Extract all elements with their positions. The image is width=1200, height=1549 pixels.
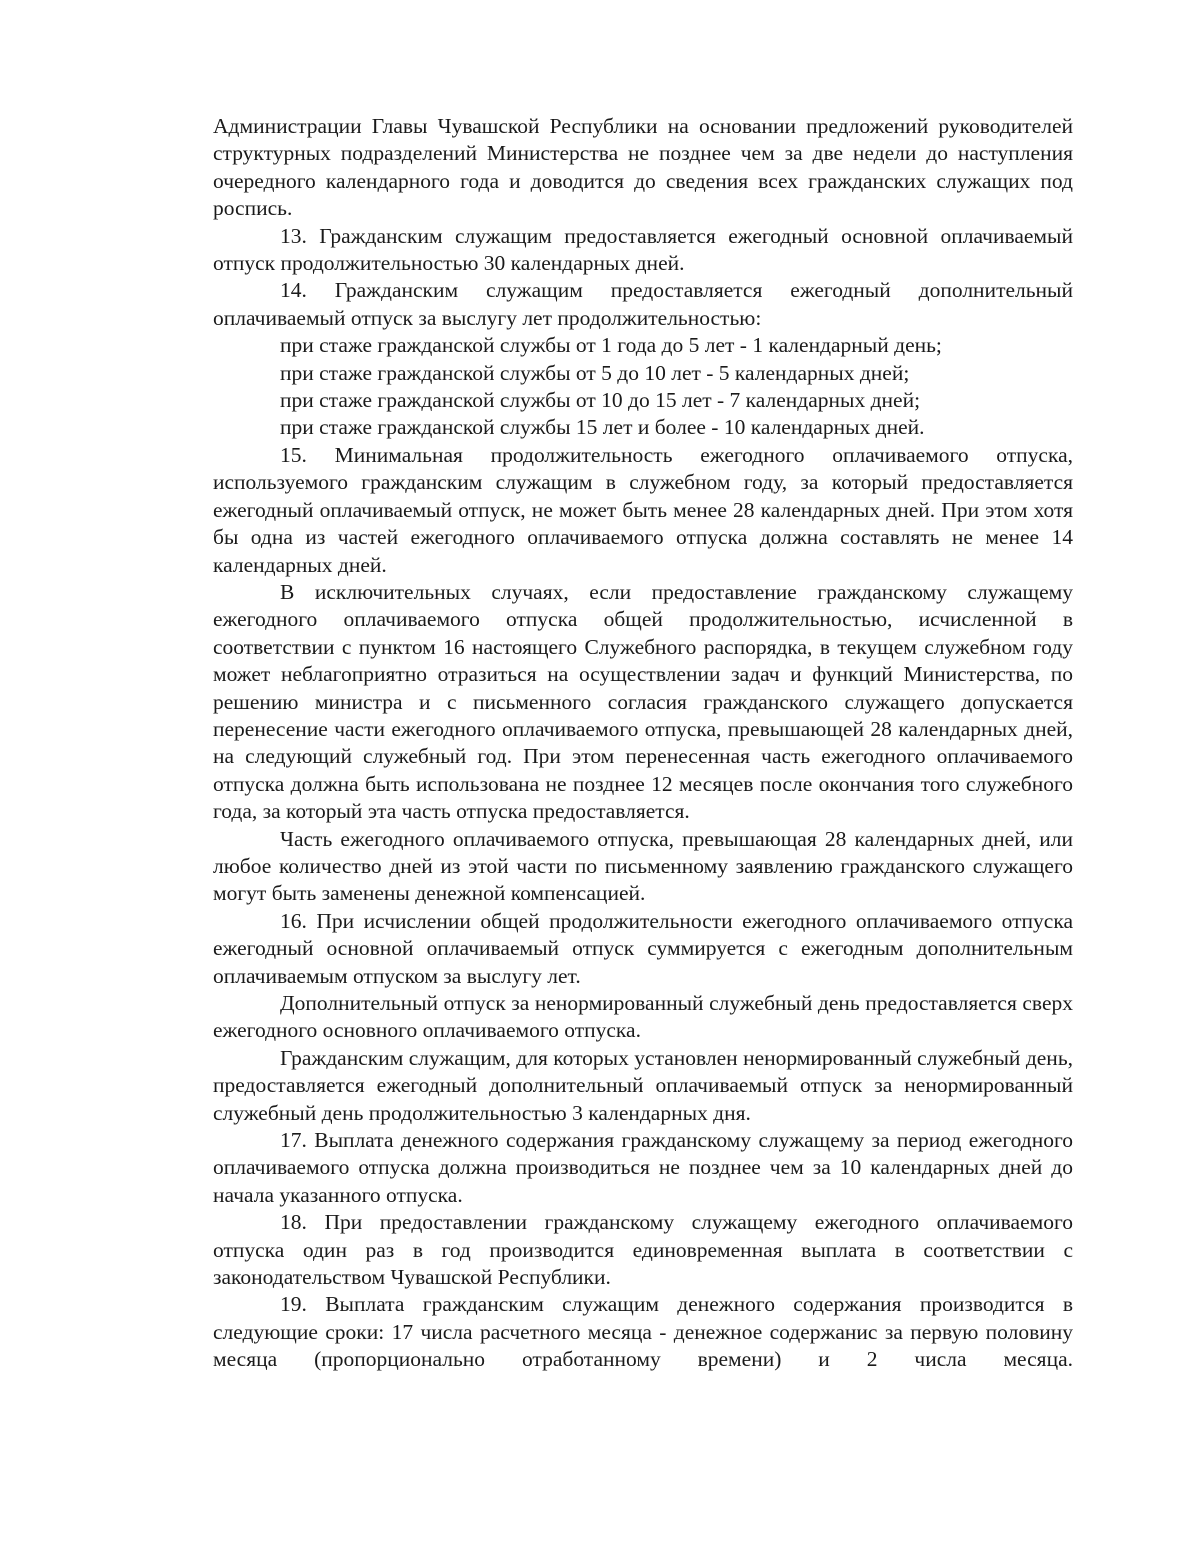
seniority-list-item: при стаже гражданской службы от 10 до 15 лет - 7 календарных дней; — [280, 388, 921, 413]
document-page — [213, 113, 1073, 1374]
seniority-list-item: при стаже гражданской службы от 5 до 10 лет - 5 календарных дней; — [280, 360, 910, 385]
seniority-list-item: при стаже гражданской службы от 1 года до 5 лет - 1 календарный день; — [280, 333, 942, 358]
paragraph-compensation: Часть ежегодного оплачиваемого отпуска, превышающая 28 календарных дней, или любое количество дней из этой части по письменному заявлению гражданского служащего могут быть заменены денежной компенсацией. — [213, 826, 1073, 906]
paragraph-irregular-day-leave: Гражданским служащим, для которых установлен ненормированный служебный день, предоставляется ежегодный дополнительный оплачиваемый отпуск за ненормированный служебный день продолжительностью 3 календарных дня. — [213, 1045, 1073, 1125]
seniority-list — [213, 332, 1073, 442]
paragraph-13: 13. Гражданским служащим предоставляется ежегодный основной оплачиваемый отпуск продолжительностью 30 календарных дней. — [213, 223, 1073, 276]
paragraph-irregular-day: Дополнительный отпуск за ненормированный служебный день предоставляется сверх ежегодного основного оплачиваемого отпуска. — [213, 991, 1073, 1043]
paragraph-15: 15. Минимальная продолжительность ежегодного оплачиваемого отпуска, используемого гражданским служащим в служебном году, за который предоставляется ежегодный оплачиваемый отпуск, не может быть менее 28 календарных дней. При этом хотя бы одна из частей ежегодного оплачиваемого отпуска должна составлять не менее 14 календарных дней. — [213, 442, 1073, 577]
seniority-list-item: при стаже гражданской службы 15 лет и более - 10 календарных дней. — [280, 415, 925, 440]
paragraph-continuation: Администрации Главы Чувашской Республики на основании предложений руководителей структурных подразделений Министерства не позднее чем за две недели до наступления очередного календарного года и доводится до сведения всех гражданских служащих под роспись. — [213, 114, 1073, 221]
paragraph-16: 16. При исчислении общей продолжительности ежегодного оплачиваемого отпуска ежегодный основной оплачиваемый отпуск суммируется с ежегодным дополнительным оплачиваемым отпуском за выслугу лет. — [213, 908, 1073, 988]
paragraph-17: 17. Выплата денежного содержания гражданскому служащему за период ежегодного оплачиваемого отпуска должна производиться не позднее чем за 10 календарных дней до начала указанного отпуска. — [213, 1128, 1073, 1207]
paragraph-19: 19. Выплата гражданским служащим денежного содержания производится в следующие сроки: 17 числа расчетного месяца - денежное содержанис за первую половину месяца (пропорционально отработанному времени) и 2 числа месяца. — [213, 1292, 1073, 1372]
paragraph-exceptional-cases: В исключительных случаях, если предоставление гражданскому служащему ежегодного оплачиваемого отпуска общей продолжительностью, исчисленной в соответствии с пунктом 16 настоящего Служебного распорядка, в текущем служебном году может неблагоприятно отразиться на осуществлении задач и функций Министерства, по решению министра и с письменного согласия гражданского служащего допускается перенесение части ежегодного оплачиваемого отпуска, превышающей 28 календарных дней, на следующий служебный год. При этом перенесенная часть ежегодного оплачиваемого отпуска должна быть использована не позднее 12 месяцев после окончания того служебного года, за который эта часть отпуска предоставляется. — [213, 579, 1073, 824]
paragraph-14: 14. Гражданским служащим предоставляется ежегодный дополнительный оплачиваемый отпуск за выслугу лет продолжительностью: — [213, 278, 1073, 330]
paragraph-18: 18. При предоставлении гражданскому служащему ежегодного оплачиваемого отпуска один раз в год производится единовременная выплата в соответствии с законодательством Чувашской Республики. — [213, 1210, 1073, 1290]
